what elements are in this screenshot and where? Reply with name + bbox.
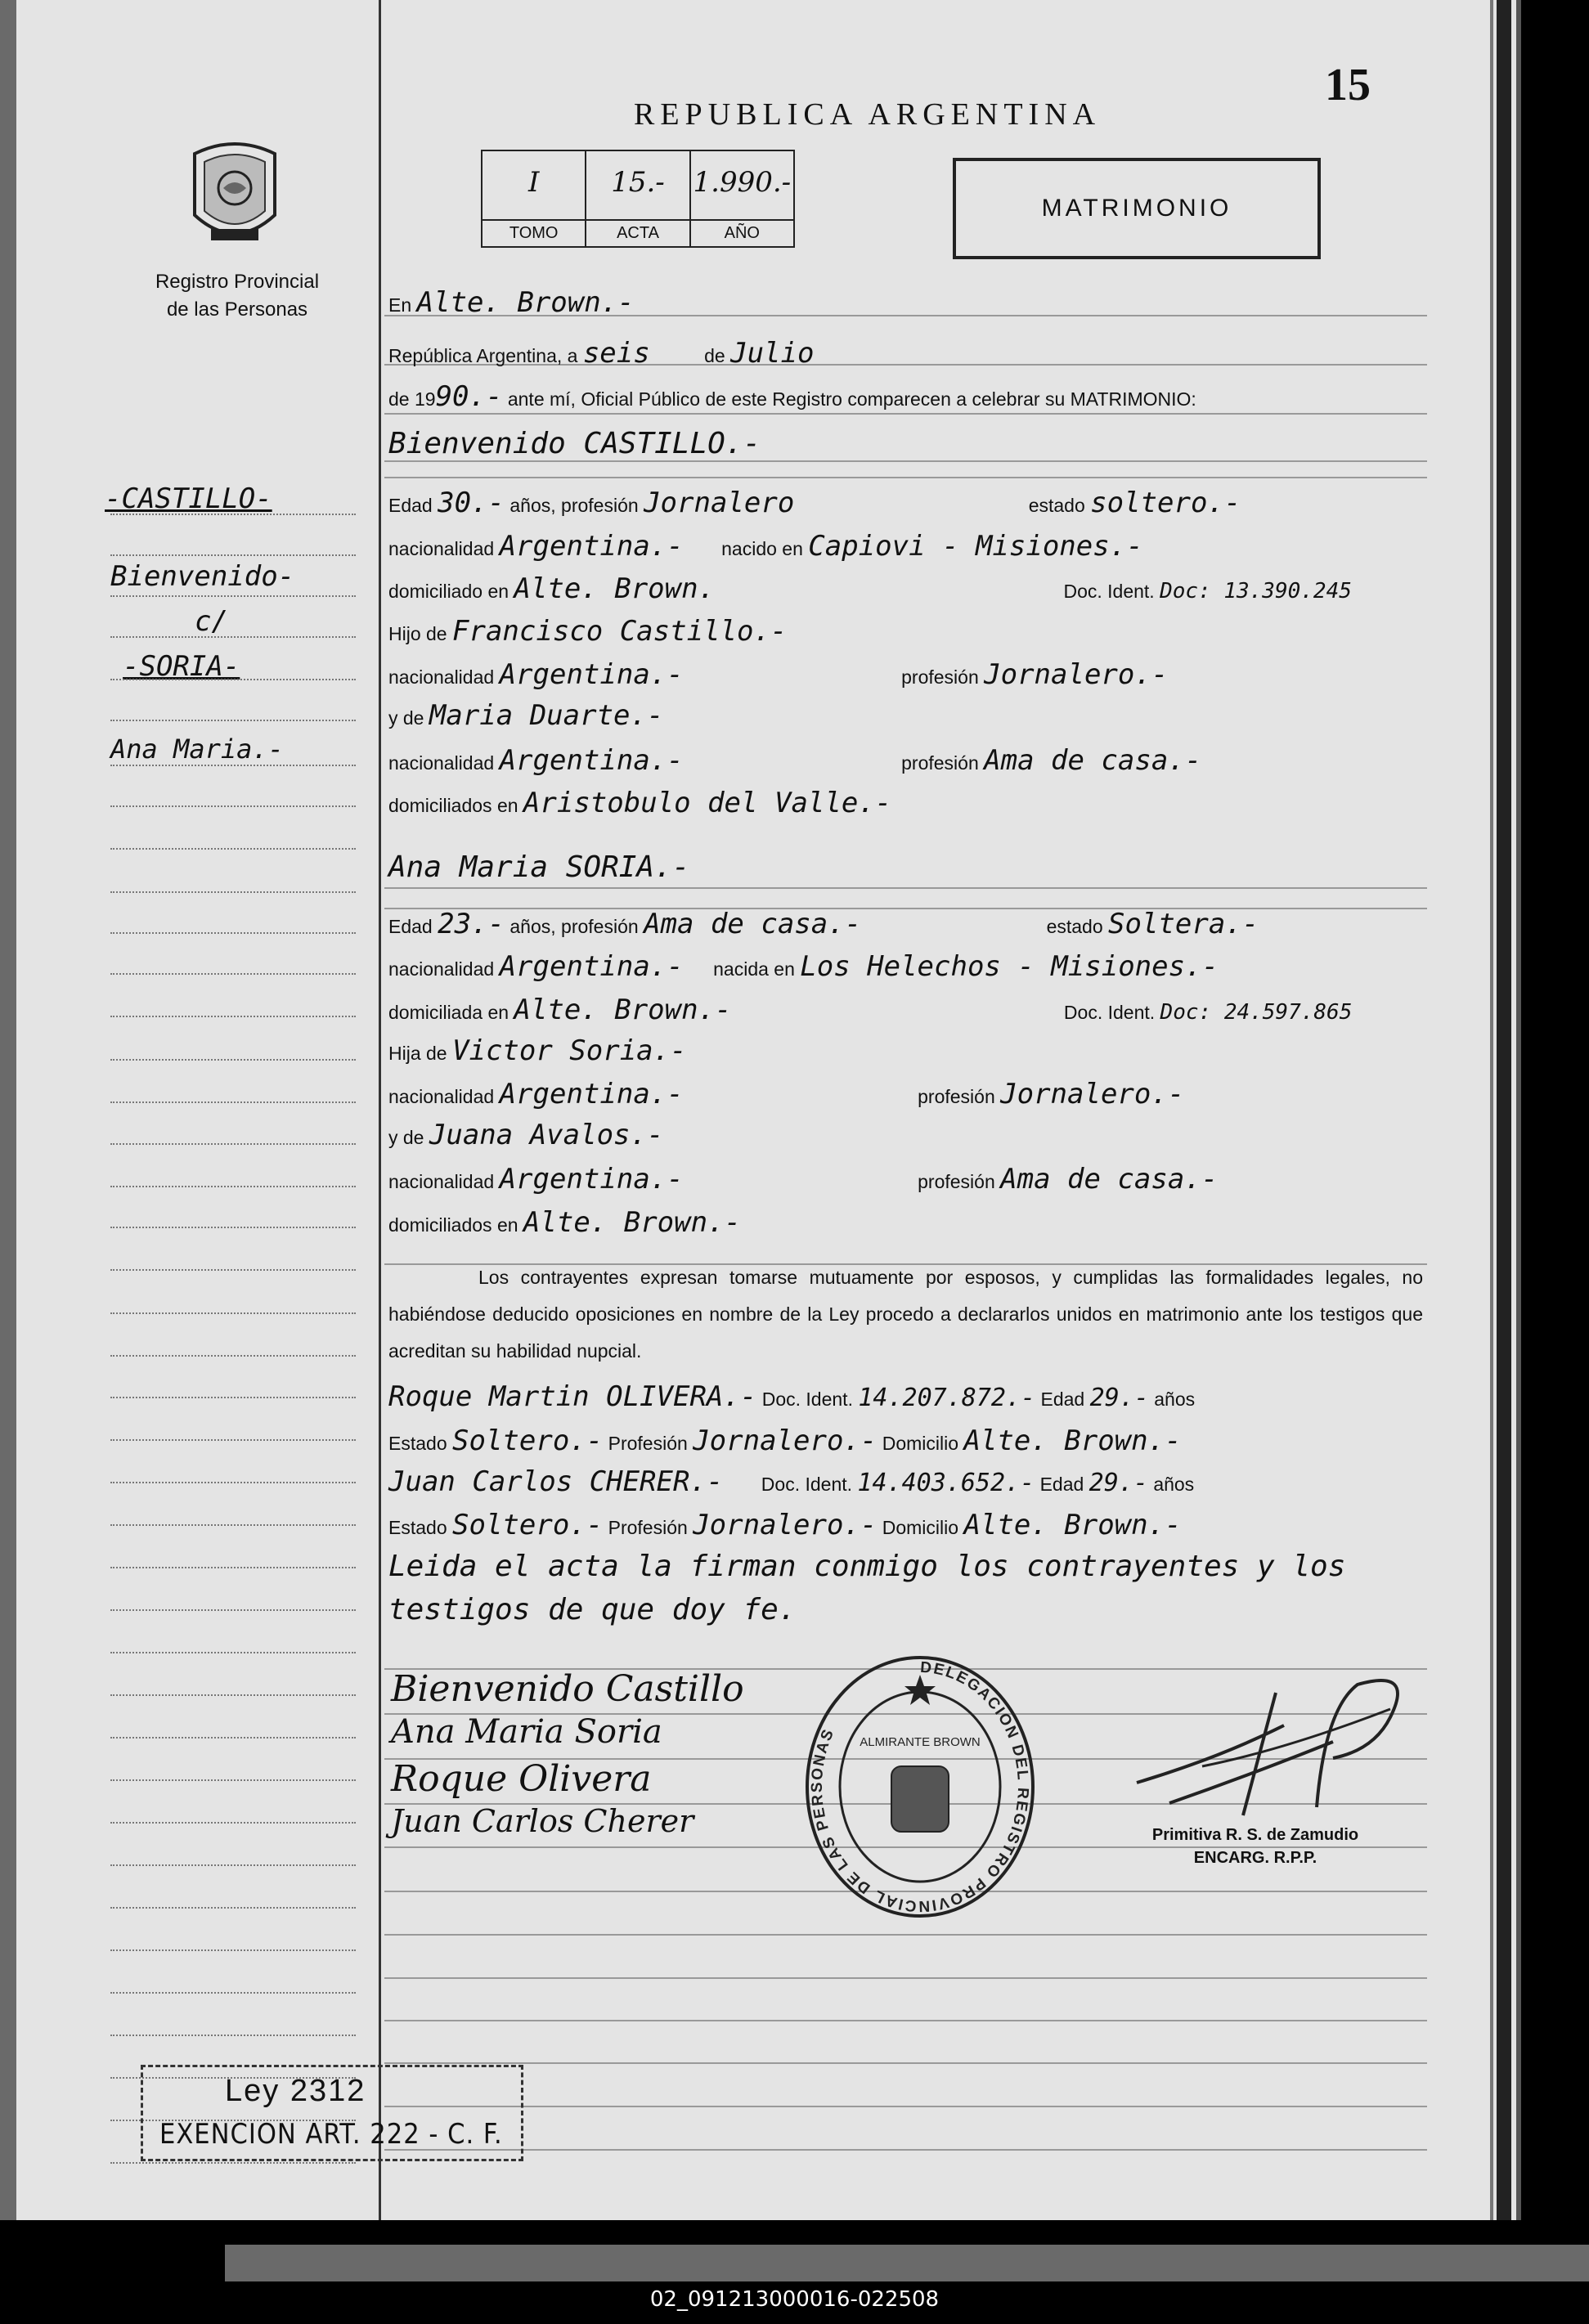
- witness-1-line: [388, 1380, 1195, 1413]
- witness-2-line: [388, 1465, 1194, 1498]
- profesion-label: profesión: [901, 752, 979, 774]
- rule-line: [384, 1977, 1427, 1979]
- rule-line: [384, 460, 1427, 462]
- bride-mother-line: [388, 1119, 663, 1151]
- dot-line: [110, 1101, 356, 1103]
- dot-line: [110, 932, 356, 934]
- day-value: seis: [582, 337, 650, 370]
- dot-line: [110, 1016, 356, 1017]
- domicilio-label: Domicilio: [882, 1433, 959, 1454]
- bride-age: 23.-: [438, 908, 505, 940]
- y-de-label: y de: [388, 1127, 424, 1148]
- dot-line: [110, 720, 356, 721]
- witness-1-domicile: Alte. Brown.-: [963, 1424, 1182, 1457]
- registry-line-1: Registro Provincial: [155, 271, 320, 293]
- groom-age-line: [388, 487, 1241, 519]
- officer-name: Primitiva R. S. de Zamudio: [1151, 1826, 1359, 1844]
- hijo-label: Hijo de: [388, 623, 447, 644]
- bride-age-line: [388, 908, 1259, 940]
- groom-civil-status: soltero.-: [1090, 487, 1241, 519]
- dot-line: [110, 1059, 356, 1061]
- dot-line: [110, 1992, 356, 1994]
- en-label: En: [388, 294, 412, 316]
- profesion-label: Profesión: [608, 1433, 688, 1454]
- dot-line: [110, 1269, 356, 1271]
- nacionalidad-label: nacionalidad: [388, 958, 495, 980]
- dot-line: [110, 973, 356, 975]
- witness-2-details-line: [388, 1509, 1182, 1541]
- rule-line: [384, 2020, 1427, 2021]
- bride-mother-nat-line: [388, 1163, 1218, 1196]
- dot-line: [110, 1779, 356, 1781]
- dot-line: [110, 1312, 356, 1314]
- witness-2-profession: Jornalero.-: [693, 1509, 878, 1541]
- margin-groom-name: Bienvenido-: [110, 560, 295, 593]
- domiciliado-label: domiciliado en: [388, 581, 509, 602]
- registry-line-2: de las Personas: [166, 298, 308, 321]
- signature-witness-2: Juan Carlos Cherer: [391, 1803, 694, 1839]
- bride-birthplace: Los Helechos - Misiones.-: [800, 950, 1219, 983]
- profesion-label: profesión: [918, 1086, 995, 1107]
- nacida-label: nacida en: [713, 958, 795, 980]
- bride-father: Victor Soria.-: [452, 1034, 687, 1067]
- domicilio-label: Domicilio: [882, 1517, 959, 1538]
- witness-1-details-line: [388, 1424, 1182, 1457]
- registry-name: [123, 268, 352, 324]
- officer-block: [1120, 1824, 1390, 1869]
- declaration-paragraph: Los contrayentes expresan tomarse mutuamente por esposos, y cumplidas las formalidades legales, no habiéndose deducido oposiciones en nombre de la Ley procedo a declararlos unidos en matrimonio ante los testigos que acreditan su habilidad nupcial.: [388, 1267, 1423, 1362]
- margin-bride-surname: -SORIA-: [123, 650, 240, 683]
- bride-father-nationality: Argentina.-: [499, 1078, 684, 1110]
- rule-line: [384, 2149, 1427, 2151]
- dot-line: [110, 1737, 356, 1739]
- country-heading: REPUBLICA ARGENTINA: [634, 97, 1102, 132]
- dot-line: [110, 1186, 356, 1187]
- edad-label: Edad: [388, 916, 433, 937]
- dot-line: [110, 1949, 356, 1951]
- witness-1-doc: 14.207.872.-: [858, 1384, 1036, 1412]
- profesion-label: profesión: [901, 666, 979, 688]
- witness-1-profession: Jornalero.-: [693, 1424, 878, 1457]
- dot-line: [110, 2162, 356, 2164]
- rule-line: [384, 2062, 1427, 2064]
- rule-line: [384, 477, 1427, 478]
- exemption-article: EXENCION ART. 222 - C. F.: [159, 2118, 503, 2151]
- rule-line: [384, 2106, 1427, 2107]
- groom-parents-domicile-line: [388, 787, 891, 819]
- dot-line: [110, 1397, 356, 1398]
- dot-line: [110, 1227, 356, 1228]
- dot-line: [110, 848, 356, 850]
- groom-age: 30.-: [438, 487, 505, 519]
- de-label: de: [704, 345, 725, 366]
- dot-line: [110, 636, 356, 638]
- groom-nationality-line: [388, 530, 1143, 563]
- groom-birthplace: Capiovi - Misiones.-: [808, 530, 1143, 563]
- province-seal-icon: [186, 137, 283, 250]
- officer-title: ENCARG. R.P.P.: [1193, 1849, 1317, 1867]
- profesion-label: años, profesión: [509, 916, 639, 937]
- official-round-stamp-icon: [801, 1652, 1039, 1922]
- witness-1-civil-status: Soltero.-: [452, 1424, 604, 1457]
- rule-line: [384, 887, 1427, 889]
- edad-label: Edad: [388, 495, 433, 516]
- dot-line: [110, 1567, 356, 1568]
- dot-line: [110, 1524, 356, 1526]
- bride-profession: Ama de casa.-: [644, 908, 862, 940]
- dot-line: [110, 765, 356, 766]
- bride-father-nat-line: [388, 1078, 1184, 1110]
- signature-bride: Ana Maria Soria: [391, 1713, 662, 1751]
- bride-mother-nationality: Argentina.-: [499, 1163, 684, 1196]
- volume-box: [481, 150, 795, 248]
- groom-domicile-line: [388, 572, 1352, 605]
- groom-mother-nat-line: [388, 744, 1201, 777]
- estado-label: estado: [1046, 916, 1103, 937]
- groom-father-profession: Jornalero.-: [984, 658, 1169, 691]
- nacionalidad-label: nacionalidad: [388, 1086, 495, 1107]
- dot-line: [110, 1822, 356, 1824]
- estado-label: Estado: [388, 1433, 447, 1454]
- hija-label: Hija de: [388, 1043, 447, 1064]
- groom-father-nationality: Argentina.-: [499, 658, 684, 691]
- bride-doc: Doc: 24.597.865: [1160, 1000, 1353, 1025]
- witness-2-name: Juan Carlos CHERER.-: [388, 1465, 724, 1498]
- nacionalidad-label: nacionalidad: [388, 1171, 495, 1192]
- groom-mother-nationality: Argentina.-: [499, 744, 684, 777]
- stamp-ring-text: DELEGACION DEL REGISTRO PROVINCIAL DE LAS PERSONAS: [808, 1658, 1032, 1915]
- groom-father-line: [388, 615, 787, 648]
- doc-label: Doc. Ident.: [761, 1474, 853, 1495]
- bride-domicile: Alte. Brown.-: [514, 994, 732, 1026]
- dot-line: [110, 595, 356, 597]
- dot-line: [110, 554, 356, 556]
- dot-line: [110, 805, 356, 807]
- witness-1-age: 29.-: [1089, 1384, 1149, 1412]
- tomo-value: I: [527, 166, 540, 199]
- groom-full-name: Bienvenido CASTILLO.-: [388, 427, 761, 460]
- estado-label: Estado: [388, 1517, 447, 1538]
- witness-1-name: Roque Martin OLIVERA.-: [388, 1380, 757, 1413]
- page-binding: [0, 0, 16, 2220]
- closing-note-line-2: [388, 1593, 797, 1626]
- groom-parents-domicile: Aristobulo del Valle.-: [523, 787, 892, 819]
- anio-label: AÑO: [691, 219, 793, 246]
- groom-father: Francisco Castillo.-: [452, 615, 788, 648]
- date-line: [388, 337, 814, 370]
- margin-divider: [379, 0, 381, 2220]
- margin-connector: c/: [195, 605, 228, 638]
- rule-line: [384, 413, 1427, 415]
- closing-note-2: testigos de que doy fe.: [388, 1593, 797, 1626]
- groom-nationality: Argentina.-: [499, 530, 684, 563]
- doc-label: Doc. Ident.: [1063, 581, 1155, 602]
- bride-full-name: Ana Maria SORIA.-: [388, 850, 690, 884]
- dot-line: [110, 2035, 356, 2036]
- scan-filename: 02_091213000016-022508: [649, 2287, 940, 2312]
- margin-groom-surname: -CASTILLO-: [105, 482, 272, 515]
- page-edge-line: [1490, 0, 1493, 2220]
- groom-mother-line: [388, 699, 663, 732]
- witness-2-domicile: Alte. Brown.-: [963, 1509, 1182, 1541]
- bride-parents-domicile-line: [388, 1206, 741, 1239]
- dot-line: [110, 1652, 356, 1653]
- acta-cell: [586, 151, 690, 246]
- year-prefix: de 19: [388, 388, 436, 410]
- closing-note-1: Leida el acta la firman conmigo los contrayentes y los: [388, 1550, 1346, 1583]
- nacionalidad-label: nacionalidad: [388, 666, 495, 688]
- dot-line: [110, 1609, 356, 1611]
- bride-nationality-line: [388, 950, 1219, 983]
- rule-line: [384, 1934, 1427, 1936]
- scanner-gray-strip: [225, 2245, 1589, 2281]
- republica-label: República Argentina, a: [388, 345, 578, 366]
- place-line: [388, 286, 635, 319]
- dot-line: [110, 1907, 356, 1909]
- edad-label: Edad: [1040, 1389, 1085, 1410]
- anio-cell: [691, 151, 793, 246]
- anios-label: años: [1154, 1389, 1196, 1410]
- nacido-label: nacido en: [721, 538, 803, 559]
- witness-2-civil-status: Soltero.-: [452, 1509, 604, 1541]
- dot-line: [110, 891, 356, 893]
- bride-mother: Juana Avalos.-: [429, 1119, 664, 1151]
- doc-label: Doc. Ident.: [761, 1389, 853, 1410]
- stamp-inner-text: ALMIRANTE BROWN: [860, 1735, 981, 1749]
- intro-statement: ante mí, Oficial Público de este Registro comparecen a celebrar su MATRIMONIO:: [507, 388, 1196, 410]
- groom-domicile: Alte. Brown.: [514, 572, 716, 605]
- officer-signature-icon: [1120, 1660, 1415, 1824]
- bride-mother-profession: Ama de casa.-: [1000, 1163, 1219, 1196]
- year-line: [388, 380, 1196, 413]
- dot-line: [110, 1439, 356, 1441]
- groom-mother-profession: Ama de casa.-: [984, 744, 1202, 777]
- dot-line: [110, 1143, 356, 1145]
- page-number: 15: [1325, 60, 1371, 110]
- bride-nationality: Argentina.-: [499, 950, 684, 983]
- act-type-box: MATRIMONIO: [953, 158, 1321, 259]
- acta-label: ACTA: [586, 219, 689, 246]
- profesion-label: Profesión: [608, 1517, 688, 1538]
- domiciliados-label: domiciliados en: [388, 795, 518, 816]
- margin-bride-name: Ana Maria.-: [110, 734, 284, 765]
- domiciliados-label: domiciliados en: [388, 1214, 518, 1236]
- profesion-label: años, profesión: [509, 495, 639, 516]
- bride-father-line: [388, 1034, 687, 1067]
- groom-father-nat-line: [388, 658, 1168, 691]
- acta-value: 15.-: [611, 166, 665, 199]
- month-value: Julio: [730, 337, 815, 370]
- bride-name-line: [388, 850, 689, 884]
- tomo-label: TOMO: [483, 219, 585, 246]
- profesion-label: profesión: [918, 1171, 995, 1192]
- tomo-cell: [483, 151, 586, 246]
- closing-note-line-1: [388, 1550, 1345, 1583]
- estado-label: estado: [1028, 495, 1085, 516]
- tax-exemption-stamp: [141, 2065, 523, 2161]
- anios-label: años: [1153, 1474, 1195, 1495]
- groom-profession: Jornalero: [644, 487, 795, 519]
- y-de-label: y de: [388, 707, 424, 729]
- bride-domicile-line: [388, 994, 1352, 1026]
- dot-line: [110, 514, 356, 515]
- doc-label: Doc. Ident.: [1063, 1002, 1156, 1023]
- year-suffix: 90.-: [435, 380, 503, 413]
- dot-line: [110, 1864, 356, 1866]
- groom-mother: Maria Duarte.-: [429, 699, 664, 732]
- law-number: Ley 2312: [225, 2074, 366, 2108]
- page-edge: [1497, 0, 1511, 2220]
- witness-2-doc: 14.403.652.-: [857, 1469, 1035, 1497]
- groom-doc: Doc: 13.390.245: [1160, 579, 1352, 603]
- nacionalidad-label: nacionalidad: [388, 752, 495, 774]
- anio-value: 1.990.-: [693, 166, 792, 199]
- witness-2-age: 29.-: [1089, 1469, 1148, 1497]
- bride-civil-status: Soltera.-: [1108, 908, 1259, 940]
- place-value: Alte. Brown.-: [416, 286, 635, 319]
- bride-parents-domicile: Alte. Brown.-: [523, 1206, 742, 1239]
- bride-father-profession: Jornalero.-: [1000, 1078, 1185, 1110]
- domiciliada-label: domiciliada en: [388, 1002, 509, 1023]
- dot-line: [110, 679, 356, 680]
- edad-label: Edad: [1039, 1474, 1084, 1495]
- signature-groom: Bienvenido Castillo: [391, 1668, 744, 1710]
- dot-line: [110, 1694, 356, 1696]
- groom-name-line: [388, 427, 761, 460]
- dot-line: [110, 1355, 356, 1357]
- nacionalidad-label: nacionalidad: [388, 538, 495, 559]
- dot-line: [110, 1482, 356, 1483]
- signature-witness-1: Roque Olivera: [391, 1758, 652, 1800]
